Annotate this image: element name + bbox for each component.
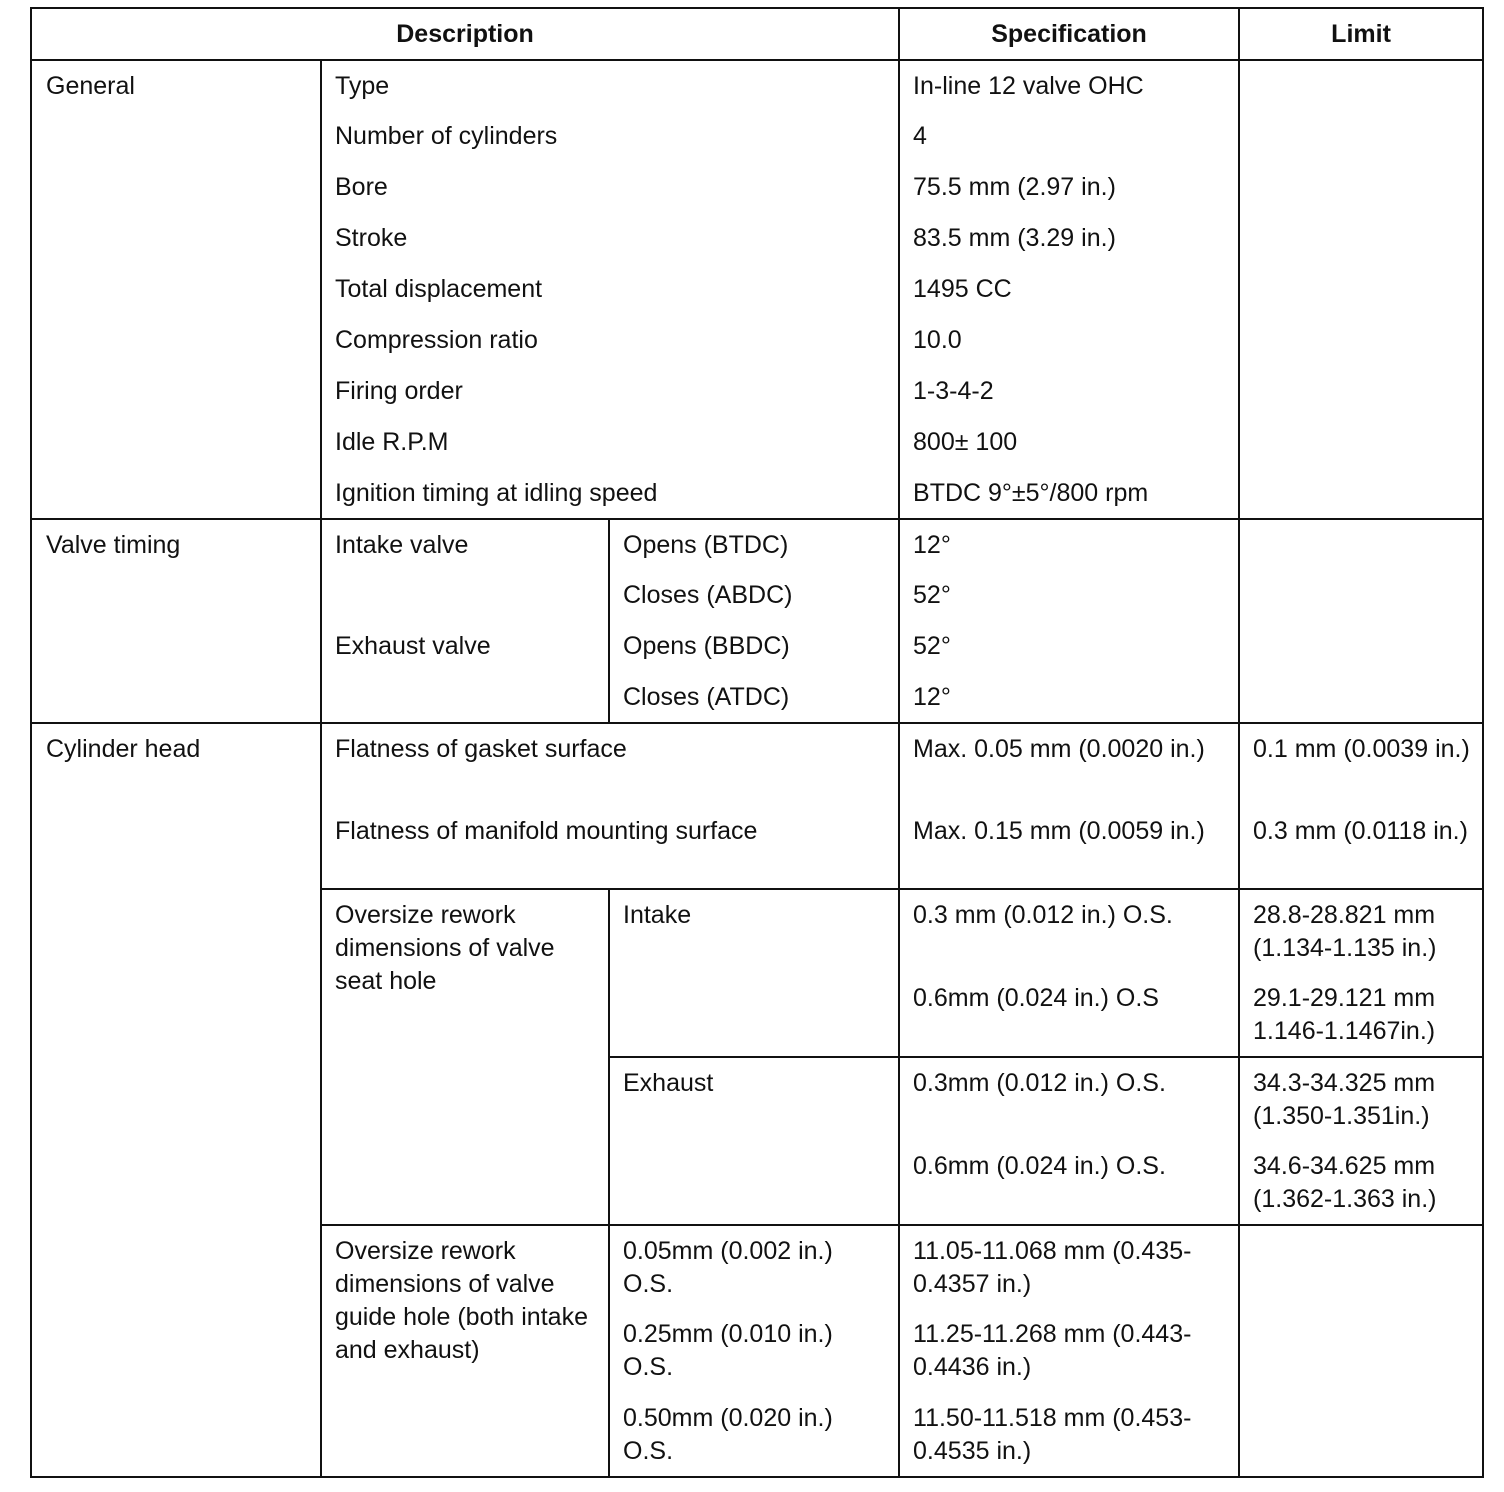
limit-value: 0.3 mm (0.0118 in.): [1239, 806, 1483, 889]
limit-value: 0.1 mm (0.0039 in.): [1239, 723, 1483, 806]
spec-value: 12°: [899, 672, 1239, 723]
intake-valve-label: Intake valve: [321, 519, 609, 621]
spec-value: 12°: [899, 519, 1239, 570]
spec-value: 11.25-11.268 mm (0.443-0.4436 in.): [899, 1309, 1239, 1393]
guide-hole-label: Oversize rework dimensions of valve guide hole (both intake and exhaust): [321, 1225, 609, 1477]
seat-intake-label: Intake: [609, 889, 899, 1057]
seat-hole-label: Oversize rework dimensions of valve seat hole: [321, 889, 609, 1225]
item-label: Ignition timing at idling speed: [321, 468, 899, 519]
spec-value: 75.5 mm (2.97 in.): [899, 162, 1239, 213]
spec-value: 0.3 mm (0.012 in.) O.S.: [899, 889, 1239, 973]
category-cylinder-head: Cylinder head: [31, 723, 321, 1477]
spec-value: In-line 12 valve OHC: [899, 60, 1239, 111]
spec-value: 11.50-11.518 mm (0.453-0.4535 in.): [899, 1393, 1239, 1477]
item-label: Compression ratio: [321, 315, 899, 366]
spec-value: 10.0: [899, 315, 1239, 366]
item-label: Firing order: [321, 366, 899, 417]
header-row: [31, 8, 1483, 60]
item-label: Total displacement: [321, 264, 899, 315]
limit-value: [1239, 519, 1483, 723]
item-label: Number of cylinders: [321, 111, 899, 162]
oversize-value: 0.50mm (0.020 in.) O.S.: [609, 1393, 899, 1477]
spec-value: 1495 CC: [899, 264, 1239, 315]
item-label: Flatness of manifold mounting surface: [321, 806, 899, 889]
spec-value: 1-3-4-2: [899, 366, 1239, 417]
spec-value: 83.5 mm (3.29 in.): [899, 213, 1239, 264]
item-label: Bore: [321, 162, 899, 213]
table-row: [31, 519, 1483, 570]
spec-value: 52°: [899, 621, 1239, 672]
spec-value: 11.05-11.068 mm (0.435-0.4357 in.): [899, 1225, 1239, 1309]
spec-value: 0.3mm (0.012 in.) O.S.: [899, 1057, 1239, 1141]
timing-event: Closes (ATDC): [609, 672, 899, 723]
spec-value: 800± 100: [899, 417, 1239, 468]
category-general: General: [31, 60, 321, 519]
spec-value: Max. 0.05 mm (0.0020 in.): [899, 723, 1239, 806]
limit-value: [1239, 60, 1483, 519]
limit-value: [1239, 1225, 1483, 1477]
spec-value: Max. 0.15 mm (0.0059 in.): [899, 806, 1239, 889]
limit-value: 34.6-34.625 mm (1.362-1.363 in.): [1239, 1141, 1483, 1225]
timing-event: Opens (BTDC): [609, 519, 899, 570]
category-valve-timing: Valve timing: [31, 519, 321, 723]
item-label: Type: [321, 60, 899, 111]
table-row: [31, 60, 1483, 111]
spec-value: 4: [899, 111, 1239, 162]
limit-value: 34.3-34.325 mm (1.350-1.351in.): [1239, 1057, 1483, 1141]
exhaust-valve-label: Exhaust valve: [321, 621, 609, 723]
limit-value: 29.1-29.121 mm 1.146-1.1467in.): [1239, 973, 1483, 1057]
spec-value: 52°: [899, 570, 1239, 621]
timing-event: Closes (ABDC): [609, 570, 899, 621]
item-label: Stroke: [321, 213, 899, 264]
spec-value: 0.6mm (0.024 in.) O.S.: [899, 1141, 1239, 1225]
timing-event: Opens (BBDC): [609, 621, 899, 672]
limit-value: 28.8-28.821 mm (1.134-1.135 in.): [1239, 889, 1483, 973]
header-limit: Limit: [1239, 8, 1483, 60]
header-description: Description: [31, 8, 899, 60]
item-label: Flatness of gasket surface: [321, 723, 899, 806]
header-specification: Specification: [899, 8, 1239, 60]
item-label: Idle R.P.M: [321, 417, 899, 468]
table-row: [31, 723, 1483, 806]
spec-value: 0.6mm (0.024 in.) O.S: [899, 973, 1239, 1057]
oversize-value: 0.25mm (0.010 in.) O.S.: [609, 1309, 899, 1393]
seat-exhaust-label: Exhaust: [609, 1057, 899, 1225]
oversize-value: 0.05mm (0.002 in.) O.S.: [609, 1225, 899, 1309]
spec-value: BTDC 9°±5°/800 rpm: [899, 468, 1239, 519]
specification-table: [30, 7, 1484, 1478]
